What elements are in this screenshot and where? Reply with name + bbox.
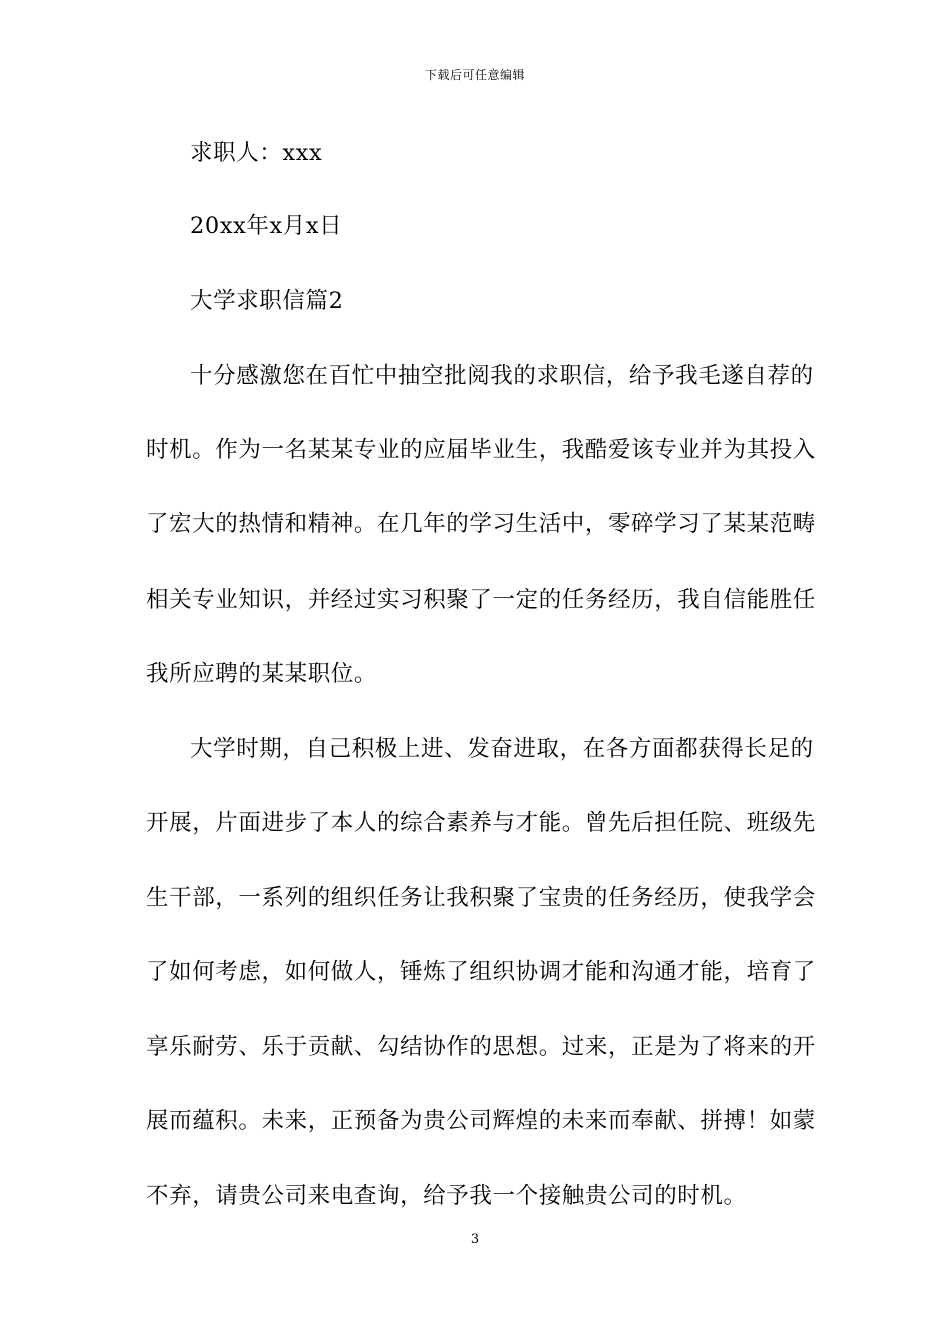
- paragraph-line: 了宏大的热情和精神。在几年的学习生活中，零碎学习了某某范畴: [146, 511, 816, 537]
- paragraph-line: 时机。作为一名某某专业的应届毕业生，我酷爱该专业并为其投入: [146, 437, 816, 463]
- section-title: 大学求职信篇2: [190, 288, 344, 314]
- signature-line: 求职人：xxx: [190, 140, 323, 166]
- paragraph-line: 生干部，一系列的组织任务让我积聚了宝贵的任务经历，使我学会: [146, 885, 816, 911]
- paragraph-line: 大学时期，自己积极上进、发奋进取，在各方面都获得长足的: [190, 736, 814, 762]
- header-note: 下载后可任意编辑: [424, 68, 525, 82]
- paragraph-line: 开展，片面进步了本人的综合素养与才能。曾先后担任院、班级先: [146, 810, 816, 836]
- paragraph-line: 展而蕴积。未来，正预备为贵公司辉煌的未来而奉献、拼搏！如蒙: [146, 1108, 816, 1134]
- date-line: 20xx年x月x日: [190, 213, 343, 239]
- paragraph-line: 我所应聘的某某职位。: [146, 661, 378, 687]
- paragraph-line: 不弃，请贵公司来电查询，给予我一个接触贵公司的时机。: [146, 1183, 747, 1209]
- paragraph-line: 了如何考虑，如何做人，锤炼了组织协调才能和沟通才能，培育了: [146, 959, 816, 985]
- page-number: 3: [470, 1232, 480, 1247]
- paragraph-line: 十分感激您在百忙中抽空批阅我的求职信，给予我毛遂自荐的: [190, 363, 814, 389]
- paragraph-line: 相关专业知识，并经过实习积聚了一定的任务经历，我自信能胜任: [146, 587, 816, 613]
- paragraph-line: 享乐耐劳、乐于贡献、勾结协作的思想。过来，正是为了将来的开: [146, 1034, 816, 1060]
